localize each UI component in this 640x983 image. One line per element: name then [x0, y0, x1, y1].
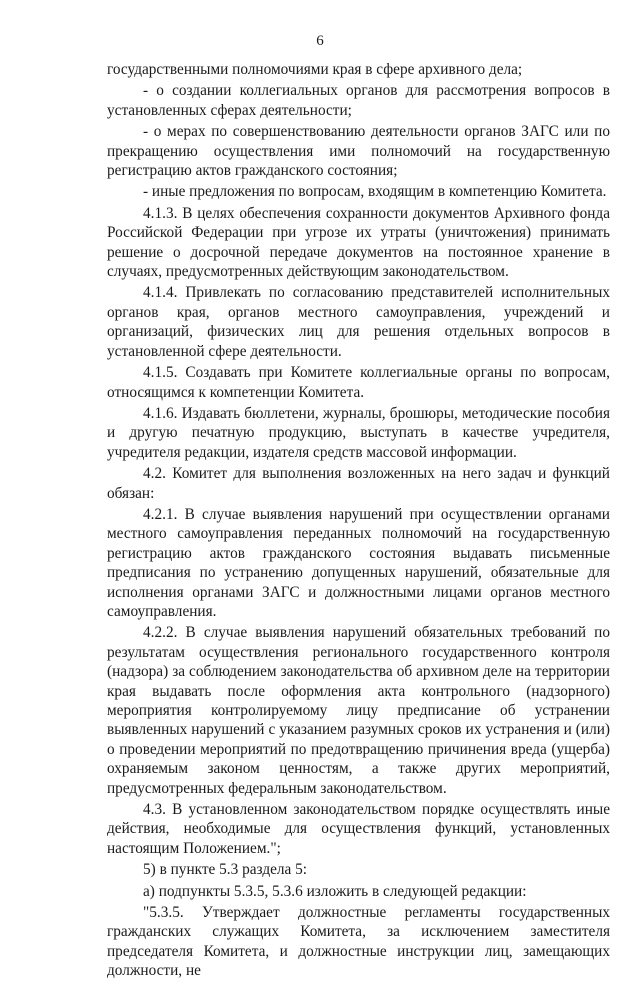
paragraph: государственными полномочиями края в сфере архивного дела; — [107, 61, 523, 78]
paragraph: 4.1.6. Издавать бюллетени, журналы, брошюры, методические пособия и другую печатную продукцию, выступать в качестве учредителя, учредителя редакции, издателя средств массовой информации. — [107, 404, 610, 461]
paragraph: - о создании коллегиальных органов для рассмотрения вопросов в установленных сферах деятельности; — [107, 82, 610, 119]
paragraph: 4.1.5. Создавать при Комитете коллегиальные органы по вопросам, относящимся к компетенции Комитета. — [107, 364, 610, 401]
paragraph: а) подпункты 5.3.5, 5.3.6 изложить в следующей редакции: — [143, 882, 527, 900]
paragraph: - о мерах по совершенствованию деятельности органов ЗАГС или по прекращению осуществления ими полномочий на государственную регистрацию актов гражданского состояния; — [107, 123, 610, 180]
paragraph: 4.1.3. В целях обеспечения сохранности документов Архивного фонда Российской Федерации при угрозе их утраты (уничтожения) принимать решение о досрочной передаче документов на постоянное хранение в случаях, предусмотренных действующим законодательством. — [107, 204, 610, 281]
paragraph: 5) в пункте 5.3 раздела 5: — [143, 861, 308, 879]
paragraph: "5.3.5. Утверждает должностные регламенты государственных гражданских служащих Комитета, за исключением заместителя председателя Комитета, и должностные инструкции лиц, замещающих должности, не — [107, 904, 610, 980]
paragraph: 4.2.1. В случае выявления нарушений при осуществлении органами местного самоуправления переданных полномочий на государственную регистрацию актов гражданского состояния выдавать письменные предписания по устранению допущенных нарушений, обязательные для исполнения органами ЗАГС и должностными лицами органов местного самоуправления. — [107, 505, 610, 620]
paragraph: 4.2. Комитет для выполнения возложенных на него задач и функций обязан: — [107, 465, 610, 502]
paragraph: - иные предложения по вопросам, входящим в компетенцию Комитета. — [143, 183, 607, 201]
paragraph: 4.3. В установленном законодательством порядке осуществлять иные действия, необходимые для осуществления функций, установленных настоящим Положением."; — [107, 801, 610, 857]
paragraph: 4.1.4. Привлекать по согласованию представителей исполнительных органов края, органов местного самоуправления, учреждений и организаций, физических лиц для решения отдельных вопросов в установленной сфере деятельности. — [107, 284, 610, 360]
paragraph: 4.2.2. В случае выявления нарушений обязательных требований по результатам осуществления регионального государственного контроля (надзора) за соблюдением законодательства об архивном деле на территории края выдавать после оформления акта контрольного (надзорного) мероприятия контролируемому лицу предписание об устранении выявленных нарушений с указанием разумных сроков их устранения и (или) о проведении мероприятий по предотвращению причинения вреда (ущерба) охраняемым законом ценностям, а также других мероприятий, предусмотренных федеральным законодательством. — [107, 624, 610, 797]
page-number: 6 — [316, 33, 324, 49]
document-body — [107, 60, 610, 983]
